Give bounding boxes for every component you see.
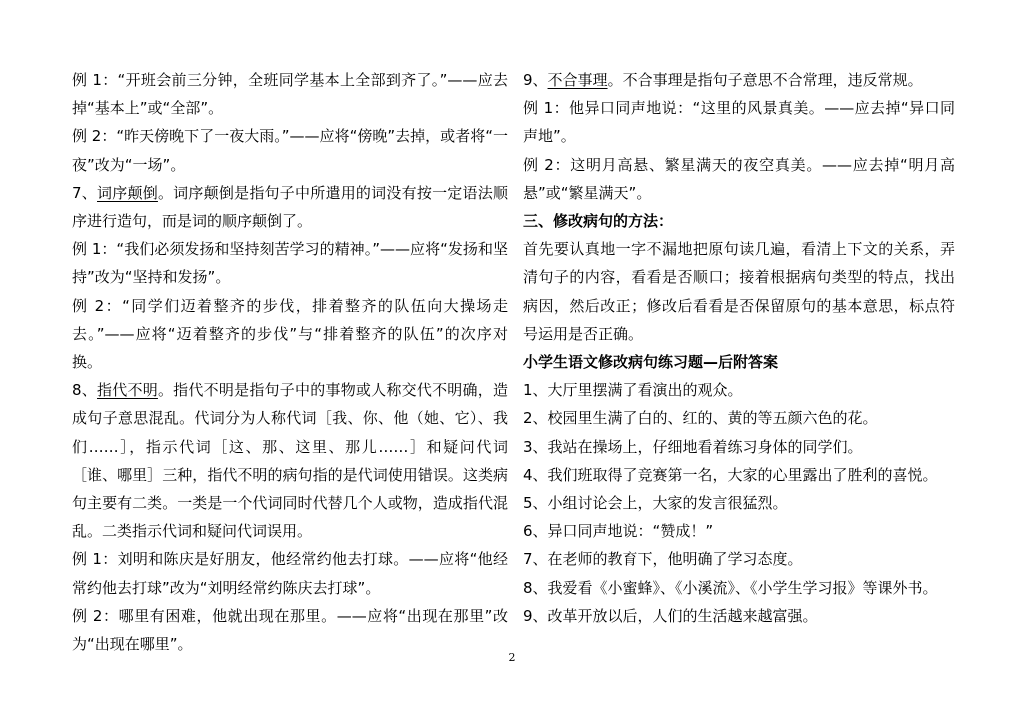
example-paragraph: 例 1：“开班会前三分钟，全班同学基本上全部到齐了。”——应去掉“基本上”或“全部”。 xyxy=(72,71,508,118)
page-number: 2 xyxy=(508,651,516,664)
exercise-item: 6、异口同声地说：“赞成！” xyxy=(523,522,714,541)
example-paragraph: 例 2：哪里有困难，他就出现在那里。——应将“出现在那里”改为“出现在哪里”。 xyxy=(72,606,508,654)
rule-number: 8、 xyxy=(72,381,98,400)
method-paragraph: 首先要认真地一字不漏地把原句读几遍，看清上下文的关系，弄清句子的内容，看看是否顺口；接着根据病句类型的特点，找出病因，然后改正；修改后看看是否保留原句的基本意思，标点符号运用是否正确。 xyxy=(523,240,955,343)
exercise-item: 4、我们班取得了竞赛第一名，大家的心里露出了胜利的喜悦。 xyxy=(523,465,938,484)
rule-number: 7、 xyxy=(72,183,98,202)
rule-paragraph-illogical xyxy=(523,66,955,94)
exercise-item: 5、小组讨论会上，大家的发言很猛烈。 xyxy=(523,494,788,513)
rule-term: 不合事理 xyxy=(547,71,608,89)
exercise-item: 2、校园里生满了白的、红的、黄的等五颜六色的花。 xyxy=(523,409,878,428)
left-column xyxy=(72,66,508,658)
section-heading: 三、修改病句的方法： xyxy=(523,212,674,231)
rule-number: 9、 xyxy=(523,71,548,89)
rule-description: 。不合事理是指句子意思不合常理，违反常规。 xyxy=(607,71,923,89)
rule-description: 。指代不明是指句子中的事物或人称交代不明确，造成句子意思混乱。代词分为人称代词［我、你、他（她、它）、我们……］，指示代词［这、那、这里、那儿……］和疑问代词［谁、哪里］三种，指代不明的病句指的是代词使用错误。这类病句主要有二类。一类是一个代词同时代替几个人或物，造成指代混乱。二类指示代词和疑问代词误用。 xyxy=(72,381,508,541)
exercise-item: 9、改革开放以后，人们的生活越来越富强。 xyxy=(523,606,818,625)
exercise-item: 1、大厅里摆满了看演出的观众。 xyxy=(523,381,743,400)
right-column xyxy=(523,66,955,630)
example-paragraph: 例 1：他异口同声地说：“这里的风景真美。——应去掉“异口同声地”。 xyxy=(523,99,955,146)
rule-term: 指代不明 xyxy=(97,381,158,400)
exercise-item: 7、在老师的教育下，他明确了学习态度。 xyxy=(523,550,803,569)
exercise-item: 8、我爱看《小蜜蜂》、《小溪流》、《小学生学习报》等课外书。 xyxy=(523,578,938,597)
exercise-heading: 小学生语文修改病句练习题—后附答案 xyxy=(523,353,779,372)
exercise-item: 3、我站在操场上，仔细地看着练习身体的同学们。 xyxy=(523,437,863,456)
rule-description: 。词序颠倒是指句子中所遣用的词没有按一定语法顺序进行造句，而是词的顺序颠倒了。 xyxy=(72,183,508,231)
rule-paragraph-unclear-reference xyxy=(72,376,508,545)
rule-term: 词序颠倒 xyxy=(97,183,158,202)
example-paragraph: 例 2：这明月高悬、繁星满天的夜空真美。——应去掉“明月高悬”或“繁星满天”。 xyxy=(523,155,955,202)
example-paragraph: 例 1：“我们必须发扬和坚持刻苦学习的精神。”——应将“发扬和坚持”改为“坚持和发扬”。 xyxy=(72,240,508,287)
example-paragraph: 例 1：刘明和陈庆是好朋友，他经常约他去打球。——应将“他经常约他去打球”改为“刘明经常约陈庆去打球”。 xyxy=(72,550,508,597)
rule-paragraph-word-order xyxy=(72,179,508,235)
example-paragraph: 例 2：“昨天傍晚下了一夜大雨。”——应将“傍晚”去掉，或者将“一夜”改为“一场”。 xyxy=(72,127,508,174)
example-paragraph: 例 2：“同学们迈着整齐的步伐，排着整齐的队伍向大操场走去。”——应将“迈着整齐的步伐”与“排着整齐的队伍”的次序对换。 xyxy=(72,296,508,372)
